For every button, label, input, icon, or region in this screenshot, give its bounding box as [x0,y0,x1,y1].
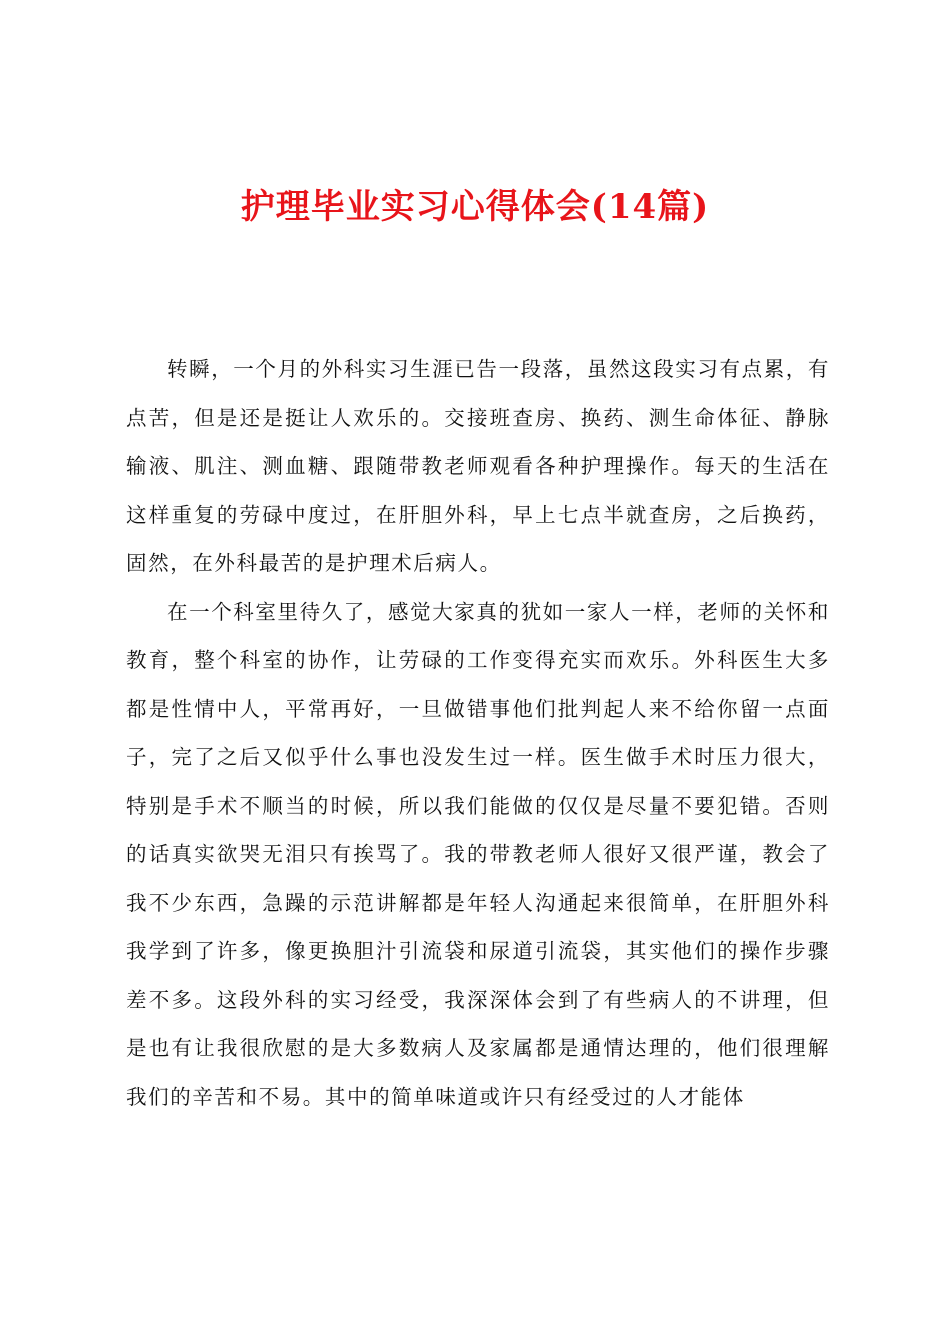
document-body [126,345,830,1121]
paragraph-2: 在一个科室里待久了，感觉大家真的犹如一家人一样，老师的关怀和教育，整个科室的协作，让劳碌的工作变得充实而欢乐。外科医生大多都是性情中人，平常再好，一旦做错事他们批判起人来不给你留一点面子，完了之后又似乎什么事也没发生过一样。医生做手术时压力很大，特别是手术不顺当的时候，所以我们能做的仅仅是尽量不要犯错。否则的话真实欲哭无泪只有挨骂了。我的带教老师人很好又很严谨，教会了我不少东西，急躁的示范讲解都是年轻人沟通起来很简单，在肝胆外科我学到了许多，像更换胆汁引流袋和尿道引流袋，其实他们的操作步骤差不多。这段外科的实习经受，我深深体会到了有些病人的不讲理，但是也有让我很欣慰的是大多数病人及家属都是通情达理的，他们很理解我们的辛苦和不易。其中的简单味道或许只有经受过的人才能体 [126,599,830,1109]
document-title: 护理毕业实习心得体会(14篇) [240,187,710,227]
paragraph-1: 转瞬，一个月的外科实习生涯已告一段落，虽然这段实习有点累，有点苦，但是还是挺让人欢乐的。交接班查房、换药、测生命体征、静脉输液、肌注、测血糖、跟随带教老师观看各种护理操作。每天的生活在这样重复的劳碌中度过，在肝胆外科，早上七点半就查房，之后换药，固然，在外科最苦的是护理术后病人。 [126,357,830,575]
